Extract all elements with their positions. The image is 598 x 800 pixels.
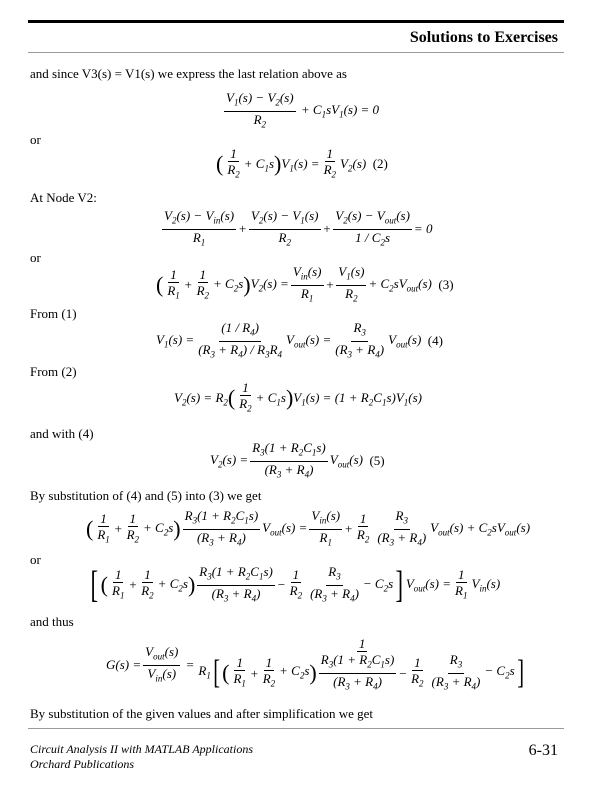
label-node-v2: At Node V2: <box>30 190 97 205</box>
page-number: 6-31 <box>528 742 558 759</box>
book-title: Circuit Analysis II with MATLAB Applications <box>30 742 254 756</box>
equation-v2-from-2: $V_2(s) = R_2$ ( $\frac{1}{R_2}$ + $C_1s$ ) $V_1(s) = (1 + R_2C_1s)V_1(s)$ <box>174 380 422 414</box>
equation-substituted: ( $\frac{1}{R_1}$ + $\frac{1}{R_2}$ + $C_2s$ ) $\frac{R_3(1 + R_2C_1s)}{(R_3 + R_4)}$ $V_{out}(s)$ = $\frac{V_{in}(s)}{R_1}$ + $\frac{1}{R_2}$ $\frac{R_3}{(R_3 + R_4)}$ $V_{out}(s) + C_2sV_{out}(s)$ <box>86 508 531 548</box>
label-and-with-4: and with (4) <box>30 426 94 441</box>
paragraph-by-substitution: By substitution of (4) and (5) into (3) we get <box>30 488 262 503</box>
section-title: Solutions to Exercises <box>409 29 558 46</box>
label-from-1: From (1) <box>30 306 77 321</box>
equation-number-5: (5) <box>369 453 385 469</box>
label-from-2: From (2) <box>30 364 77 379</box>
label-or-1: or <box>30 132 41 147</box>
footer-divider <box>28 728 564 729</box>
equation-4: $V_1(s)$ = $\frac{(1 / R_4)}{(R_3 + R_4) / R_3R_4}$ $V_{out}(s)$ = $\frac{R_3}{(R_3 + R_4)}$ $V_{out}(s)$ (4) <box>156 320 443 360</box>
label-or-3: or <box>30 552 41 567</box>
header-divider <box>28 52 564 53</box>
equation-3: ( $\frac{1}{R_1}$ + $\frac{1}{R_2}$ + $C_2s$ ) $V_2(s)$ = $\frac{V_{in}(s)}{R_1}$ + $\frac{V_1(s)}{R_2}$ + $C_2sV_{out}(s)$ (3) <box>156 264 454 304</box>
paragraph-given-values: By substitution of the given values and after simplification we get <box>30 706 373 721</box>
equation-rearranged: [ ( $\frac{1}{R_1}$ + $\frac{1}{R_2}$ + $C_2s$ ) $\frac{R_3(1 + R_2C_1s)}{(R_3 + R_4)}$ − $\frac{1}{R_2}$ $\frac{R_3}{(R_3 + R_4)}$ − $C_2s$ ] $V_{out}(s)$ = $\frac{1}{R_1}$ $V_{in}(s)$ <box>90 564 501 607</box>
equation-transfer-function: G(s) = $\frac{V_{out}(s)}{V_{in}(s)}$ = 1 $R_1$ [ ( $\frac{1}{R_1}$ + $\frac{1}{R_2}$ + $C_2s$ ) $\frac{R_3(1 + R_2C_1s)}{(R_3 + R_4)}$ − $\frac{1}{R_2}$ $\frac{R_3}{(R_3 + R_4)}$ − $C_2s$ ] <box>106 636 524 692</box>
top-rule <box>28 20 564 23</box>
publisher: Orchard Publications <box>30 757 135 771</box>
label-and-thus: and thus <box>30 614 74 629</box>
equation-number-3: (3) <box>438 277 454 293</box>
equation-node1-sub: $\frac{V_1(s) - V_2(s)}{R_2}$ + $C_1sV_1(s) = 0$ <box>226 90 380 130</box>
equation-5: $V_2(s)$ = $\frac{R_3(1 + R_2C_1s)}{(R_3 + R_4)}$ $V_{out}(s)$ (5) <box>210 440 385 480</box>
equation-number-2: (2) <box>372 156 388 172</box>
paragraph-since: and since V3(s) = V1(s) we express the last relation above as <box>30 66 347 81</box>
label-or-2: or <box>30 250 41 265</box>
equation-2: ( $\frac{1}{R_2}$ + $C_1s$ ) $V_1(s)$ = $\frac{1}{R_2}$ $V_2(s)$ (2) <box>216 146 388 180</box>
equation-number-4: (4) <box>427 333 443 349</box>
equation-node2-kcl: $\frac{V_2(s) - V_{in}(s)}{R_1}$ + $\frac{V_2(s) - V_1(s)}{R_2}$ + $\frac{V_2(s) - V_{out}(s)}{1 / C_2s}$ = 0 <box>164 208 433 248</box>
